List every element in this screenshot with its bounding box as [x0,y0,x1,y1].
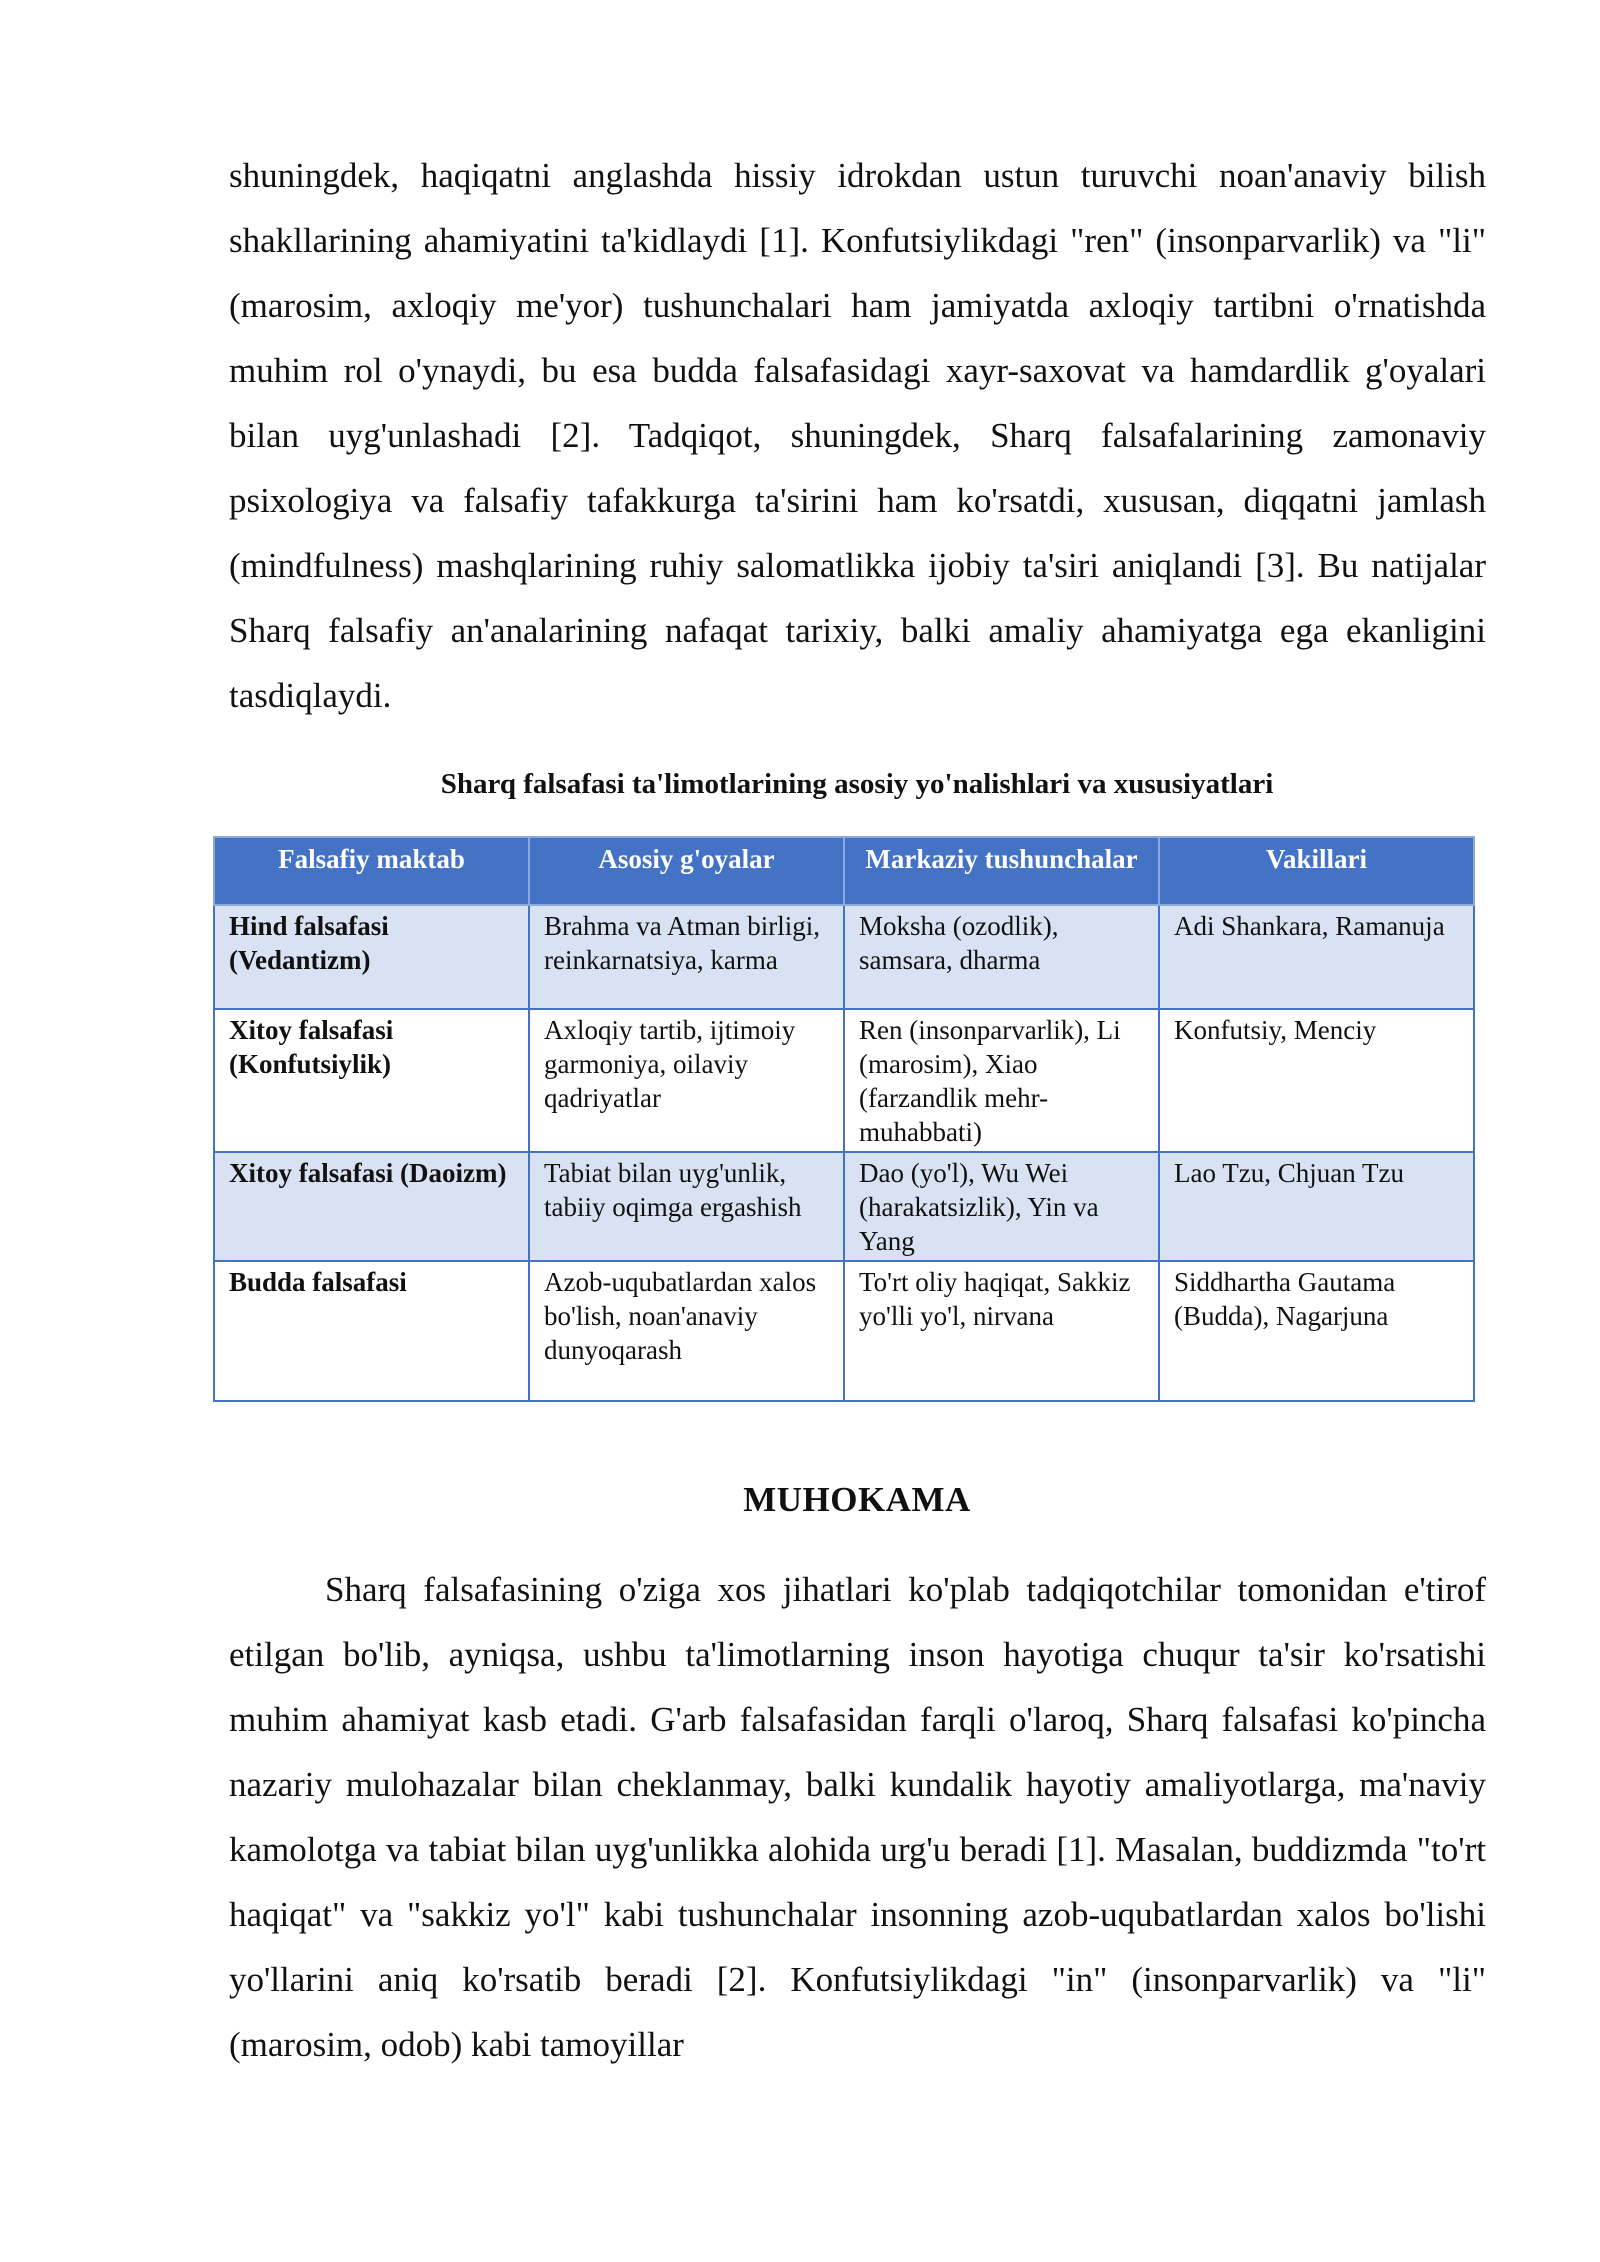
cell-central-concepts: Dao (yo'l), Wu Wei (harakatsizlik), Yin va Yang [844,1152,1159,1261]
cell-school: Xitoy falsafasi (Konfutsiylik) [214,1009,529,1152]
table-row [214,905,1474,1009]
cell-main-ideas: Tabiat bilan uyg'unlik, tabiiy oqimga ergashish [529,1152,844,1261]
header-main-ideas: Asosiy g'oyalar [529,837,844,905]
table-header-row [214,837,1474,905]
cell-central-concepts: To'rt oliy haqiqat, Sakkiz yo'lli yo'l, nirvana [844,1261,1159,1401]
cell-main-ideas: Azob-uqubatlardan xalos bo'lish, noan'anaviy dunyoqarash [529,1261,844,1401]
cell-school: Budda falsafasi [214,1261,529,1401]
cell-main-ideas: Axloqiy tartib, ijtimoiy garmoniya, oilaviy qadriyatlar [529,1009,844,1152]
header-school: Falsafiy maktab [214,837,529,905]
cell-representatives: Konfutsiy, Menciy [1159,1009,1474,1152]
philosophy-table [213,836,1475,1402]
cell-school: Hind falsafasi (Vedantizm) [214,905,529,1009]
table-caption: Sharq falsafasi ta'limotlarining asosiy yo'nalishlari va xususiyatlari [440,768,1274,800]
body-paragraph-results: shuningdek, haqiqatni anglashda hissiy idrokdan ustun turuvchi noan'anaviy bilish shakllarining ahamiyatini ta'kidlaydi [1]. Konfutsiylikdagi "ren" (insonparvarlik) va "li" (marosim, axloqiy me'yor) tushunchalari ham jamiyatda axloqiy tartibni o'rnatishda muhim rol o'ynaydi, bu esa budda falsafasidagi xayr-saxovat va hamdardlik g'oyalari bilan uyg'unlashadi [2]. Tadqiqot, shuningdek, Sharq falsafalarining zamonaviy psixologiya va falsafiy tafakkurga ta'sirini ham ko'rsatdi, xususan, diqqatni jamlash (mindfulness) mashqlarining ruhiy salomatlikka ijobiy ta'siri aniqlandi [3]. Bu natijalar Sharq falsafiy an'analarining nafaqat tarixiy, balki amaliy ahamiyatga ega ekanligini tasdiqlaydi. [229,156,1486,715]
header-representatives: Vakillari [1159,837,1474,905]
cell-main-ideas: Brahma va Atman birligi, reinkarnatsiya, karma [529,905,844,1009]
table-row [214,1152,1474,1261]
cell-central-concepts: Moksha (ozodlik), samsara, dharma [844,905,1159,1009]
header-central-concepts: Markaziy tushunchalar [844,837,1159,905]
body-paragraph-discussion: Sharq falsafasining o'ziga xos jihatlari ko'plab tadqiqotchilar tomonidan e'tirof etilgan bo'lib, ayniqsa, ushbu ta'limotlarning inson hayotiga chuqur ta'sir ko'rsatishi muhim ahamiyat kasb etadi. G'arb falsafasidan farqli o'laroq, Sharq falsafasi ko'pincha nazariy mulohazalar bilan cheklanmay, balki kundalik hayotiy amaliyotlarga, ma'naviy kamolotga va tabiat bilan uyg'unlikka alohida urg'u beradi [1]. Masalan, buddizmda "to'rt haqiqat" va "sakkiz yo'l" kabi tushunchalar insonning azob-uqubatlardan xalos bo'lishi yo'llarini aniq ko'rsatib beradi [2]. Konfutsiylikdagi "in" (insonparvarlik) va "li" (marosim, odob) kabi tamoyillar [229,1570,1486,2064]
cell-central-concepts: Ren (insonparvarlik), Li (marosim), Xiao (farzandlik mehr-muhabbati) [844,1009,1159,1152]
section-heading: MUHOKAMA [743,1480,971,1519]
table-row [214,1009,1474,1152]
cell-representatives: Siddhartha Gautama (Budda), Nagarjuna [1159,1261,1474,1401]
table-row [214,1261,1474,1401]
cell-representatives: Lao Tzu, Chjuan Tzu [1159,1152,1474,1261]
cell-school: Xitoy falsafasi (Daoizm) [214,1152,529,1261]
cell-representatives: Adi Shankara, Ramanuja [1159,905,1474,1009]
